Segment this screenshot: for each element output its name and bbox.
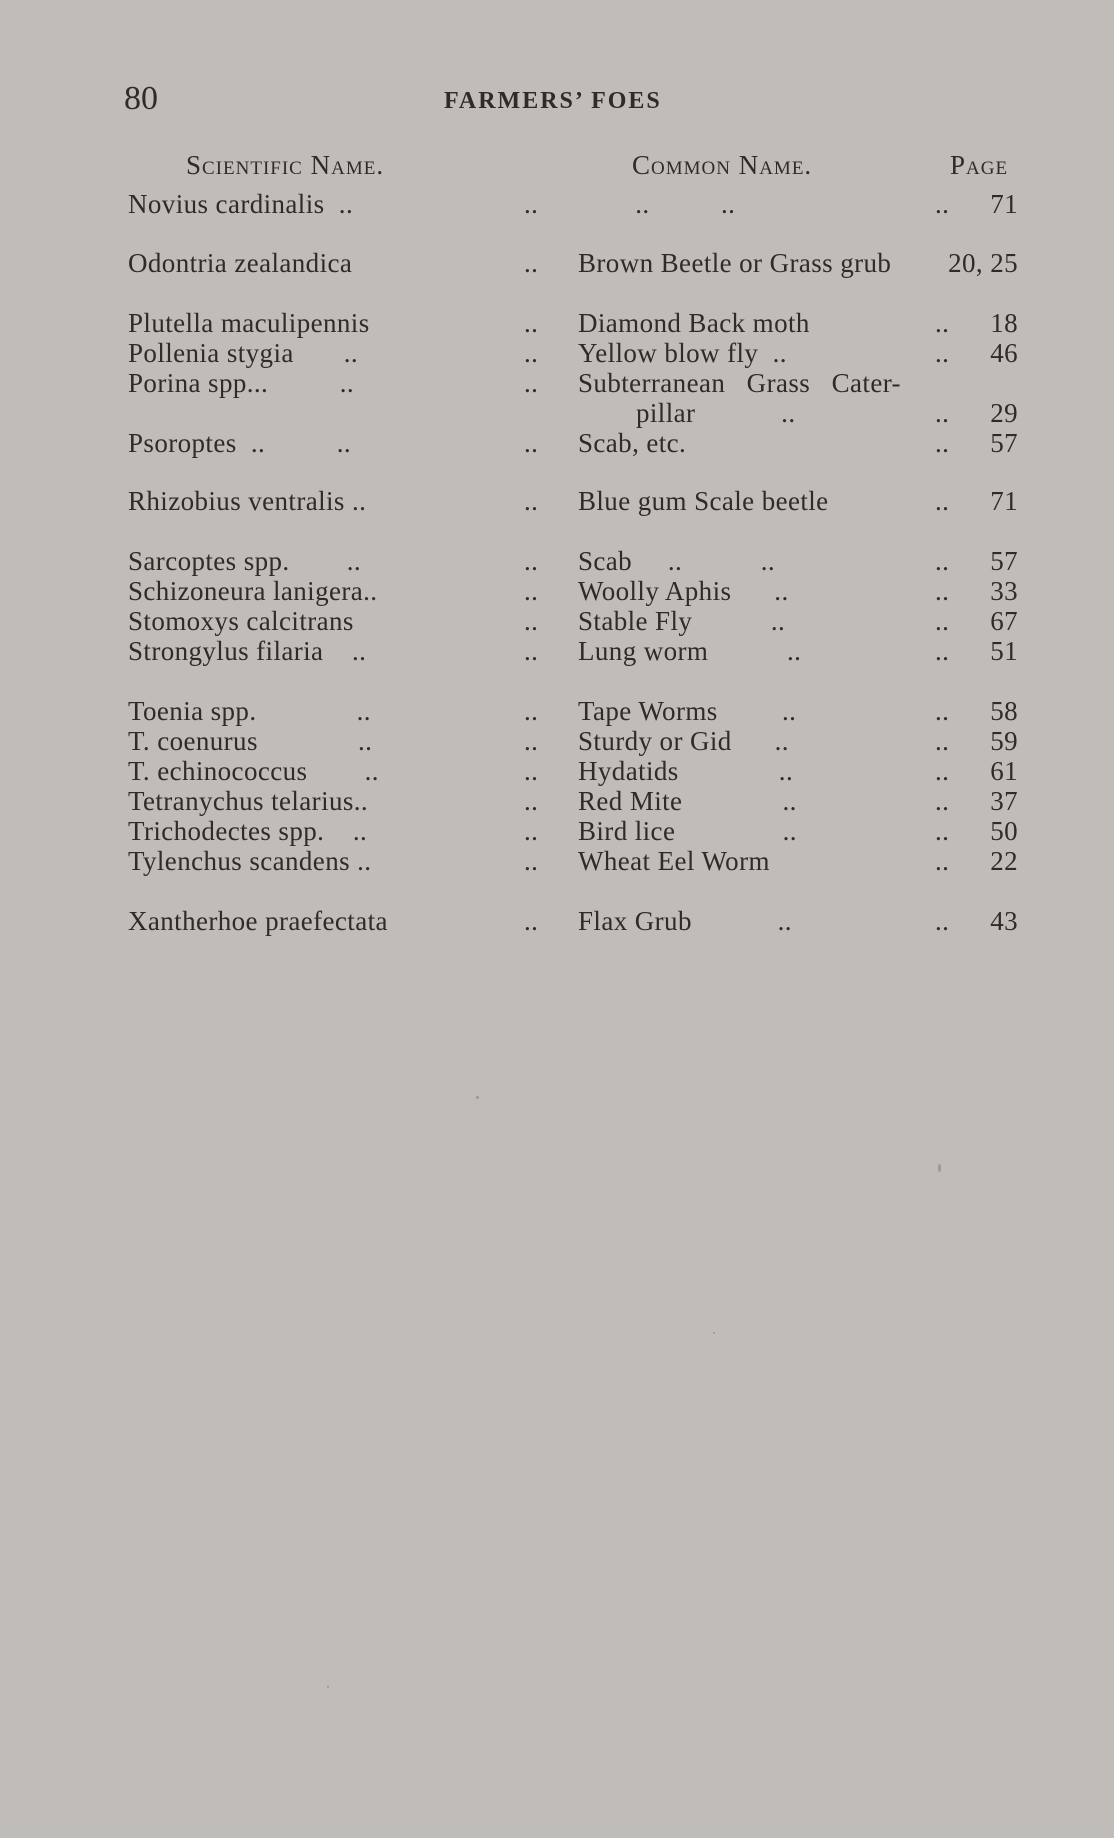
page-reference: 33 — [990, 576, 1018, 606]
leader-dots: .. — [935, 846, 950, 876]
common-name: Scab .. .. — [578, 546, 776, 576]
scientific-name: Tetranychus telarius.. — [128, 786, 369, 816]
scientific-name: Toenia spp. .. — [128, 696, 371, 726]
scientific-name: Novius cardinalis .. — [128, 189, 354, 219]
leader-dots: .. — [524, 786, 539, 816]
index-row — [0, 576, 1114, 608]
scientific-name: Psoroptes .. .. — [128, 428, 352, 458]
page-reference: 22 — [990, 846, 1018, 876]
leader-dots: .. — [524, 696, 539, 726]
common-name: Yellow blow fly .. — [578, 338, 787, 368]
common-name: Diamond Back moth — [578, 308, 810, 338]
common-name: Red Mite .. — [578, 786, 797, 816]
common-name: Scab, etc. — [578, 428, 687, 458]
leader-dots: .. — [524, 906, 539, 936]
running-title: FARMERS’ FOES — [444, 88, 662, 114]
scientific-name-header: Scientific Name. — [186, 150, 385, 180]
page-reference: 67 — [990, 606, 1018, 636]
leader-dots: .. — [935, 786, 950, 816]
page-reference: 57 — [990, 428, 1018, 458]
common-name: Brown Beetle or Grass grub — [578, 248, 892, 278]
leader-dots: .. — [935, 338, 950, 368]
index-row — [0, 189, 1114, 221]
common-name: Flax Grub .. — [578, 906, 792, 936]
leader-dots: .. — [524, 576, 539, 606]
index-row — [0, 636, 1114, 668]
leader-dots: .. — [935, 576, 950, 606]
paper-speck — [713, 1332, 715, 1334]
index-row — [0, 338, 1114, 370]
page-reference: 71 — [990, 486, 1018, 516]
leader-dots: .. — [935, 636, 950, 666]
common-name: Bird lice .. — [578, 816, 797, 846]
leader-dots: .. — [524, 308, 539, 338]
page-reference: 71 — [990, 189, 1018, 219]
page-header-label: Page — [950, 150, 1009, 180]
index-row — [0, 248, 1114, 280]
paper-speck — [938, 1164, 941, 1172]
scientific-name: Tylenchus scandens .. — [128, 846, 372, 876]
leader-dots: .. — [935, 606, 950, 636]
common-name: Woolly Aphis .. — [578, 576, 789, 606]
leader-dots: .. — [524, 189, 539, 219]
index-row — [0, 726, 1114, 758]
page-reference: 61 — [990, 756, 1018, 786]
scientific-name: Stomoxys calcitrans — [128, 606, 354, 636]
index-row-continuation — [0, 398, 1114, 430]
leader-dots: .. — [935, 308, 950, 338]
common-name: Blue gum Scale beetle — [578, 486, 829, 516]
index-row — [0, 308, 1114, 340]
leader-dots: .. — [524, 428, 539, 458]
index-row — [0, 906, 1114, 938]
paper-speck — [476, 1096, 479, 1099]
common-name: Hydatids .. — [578, 756, 794, 786]
leader-dots: .. — [524, 546, 539, 576]
leader-dots: .. — [524, 726, 539, 756]
index-row — [0, 696, 1114, 728]
index-row — [0, 368, 1114, 400]
page-reference: 51 — [990, 636, 1018, 666]
scientific-name: Plutella maculipennis — [128, 308, 370, 338]
common-name-header: Common Name. — [632, 150, 813, 180]
leader-dots: .. — [524, 338, 539, 368]
leader-dots: .. — [935, 726, 950, 756]
leader-dots: .. — [935, 546, 950, 576]
index-row — [0, 486, 1114, 518]
page-reference: 58 — [990, 696, 1018, 726]
scientific-name: Rhizobius ventralis .. — [128, 486, 367, 516]
common-name: Lung worm .. — [578, 636, 802, 666]
page-reference: 43 — [990, 906, 1018, 936]
leader-dots: .. — [524, 816, 539, 846]
page-reference: 59 — [990, 726, 1018, 756]
scientific-name: Trichodectes spp. .. — [128, 816, 368, 846]
common-name: Tape Worms .. — [578, 696, 797, 726]
scientific-name: Sarcoptes spp. .. — [128, 546, 362, 576]
index-row — [0, 756, 1114, 788]
scientific-name: Pollenia stygia .. — [128, 338, 359, 368]
common-name: Subterranean Grass Cater- — [578, 368, 901, 398]
index-row — [0, 606, 1114, 638]
scientific-name: Schizoneura lanigera.. — [128, 576, 378, 606]
index-row — [0, 816, 1114, 848]
page-reference: 29 — [990, 398, 1018, 428]
common-name: .. .. — [578, 189, 736, 219]
page-reference: 37 — [990, 786, 1018, 816]
common-name: Wheat Eel Worm — [578, 846, 770, 876]
scientific-name: T. echinococcus .. — [128, 756, 379, 786]
index-row — [0, 546, 1114, 578]
page-reference: 50 — [990, 816, 1018, 846]
page-reference: 57 — [990, 546, 1018, 576]
scientific-name: Xantherhoe praefectata — [128, 906, 388, 936]
common-name: Sturdy or Gid .. — [578, 726, 789, 756]
scientific-name: Porina spp... .. — [128, 368, 354, 398]
leader-dots: .. — [524, 606, 539, 636]
leader-dots: .. — [524, 368, 539, 398]
leader-dots: .. — [935, 816, 950, 846]
scientific-name: Odontria zealandica — [128, 248, 353, 278]
index-row — [0, 846, 1114, 878]
leader-dots: .. — [935, 189, 950, 219]
leader-dots: .. — [524, 756, 539, 786]
leader-dots: .. — [935, 398, 950, 428]
common-name-continuation: pillar .. — [636, 398, 796, 428]
paper-speck — [327, 1686, 329, 1688]
index-row — [0, 786, 1114, 818]
leader-dots: .. — [524, 636, 539, 666]
page-reference: 20, 25 — [948, 248, 1018, 278]
leader-dots: .. — [935, 428, 950, 458]
scientific-name: Strongylus filaria .. — [128, 636, 367, 666]
leader-dots: .. — [524, 248, 539, 278]
leader-dots: .. — [935, 756, 950, 786]
leader-dots: .. — [524, 486, 539, 516]
page-reference: 46 — [990, 338, 1018, 368]
index-row — [0, 428, 1114, 460]
leader-dots: .. — [935, 486, 950, 516]
common-name: Stable Fly .. — [578, 606, 786, 636]
page-number: 80 — [124, 80, 158, 117]
page-reference: 18 — [990, 308, 1018, 338]
leader-dots: .. — [524, 846, 539, 876]
leader-dots: .. — [935, 696, 950, 726]
scientific-name: T. coenurus .. — [128, 726, 373, 756]
leader-dots: .. — [935, 906, 950, 936]
